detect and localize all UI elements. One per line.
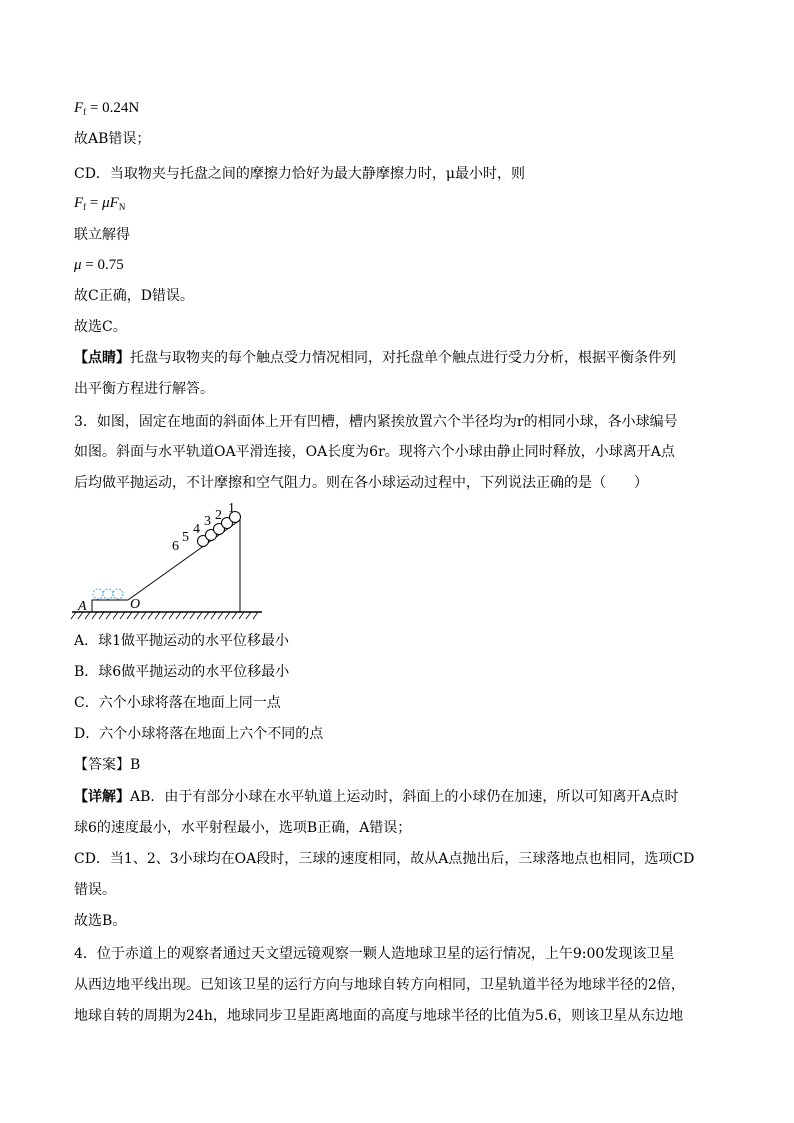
variable-mu: μ: [102, 195, 110, 211]
equals-sign: =: [86, 195, 103, 211]
ball-number-6: 6: [172, 539, 179, 554]
option-a: A．球1做平抛运动的水平位移最小: [74, 633, 290, 649]
option-b: B．球6做平抛运动的水平位移最小: [74, 664, 290, 680]
explanation-line1: [74, 787, 679, 807]
conclusion-cd: 故C正确，D错误。: [74, 288, 194, 304]
question-4-line1: 4．位于赤道上的观察者通过天文望远镜观察一颗人造地球卫星的运行情况，上午9:00发现该卫星: [74, 946, 675, 962]
question-3-line3: 后均做平抛运动，不计摩擦和空气阻力。则在各小球运动过程中，下列说法正确的是（ ）: [74, 475, 648, 491]
tip-paragraph-line2: 出平衡方程进行解答。: [74, 381, 214, 397]
ball-number-4: 4: [193, 522, 200, 537]
equation-mu-value: [74, 255, 124, 275]
tip-paragraph-line1: [74, 348, 676, 368]
ball-number-5: 5: [182, 530, 189, 545]
answer-choice-b: 故选B。: [74, 913, 127, 929]
tip-text: 托盘与取物夹的每个触点受力情况相同，对托盘单个触点进行受力分析，根据平衡条件列: [130, 350, 676, 366]
variable-mu: μ: [74, 257, 82, 273]
variable-F: F: [74, 195, 84, 211]
equation-value: = 0.24N: [86, 100, 140, 116]
label-A: A: [78, 599, 87, 614]
explanation-cd-line1: CD．当1、2、3小球均在OA段时，三球的速度相同，故从A点抛出后，三球落地点也相同，选项CD: [74, 851, 695, 867]
answer-choice-c: 故选C。: [74, 319, 127, 335]
ball-number-2: 2: [215, 508, 222, 523]
ball-number-3: 3: [204, 514, 211, 529]
ball-number-1: 1: [228, 501, 235, 516]
conclusion-ab: 故AB错误；: [74, 131, 151, 147]
cd-analysis: CD．当取物夹与托盘之间的摩擦力恰好为最大静摩擦力时，μ最小时，则: [74, 166, 526, 182]
tip-tag: 【点睛】: [74, 350, 130, 366]
explanation-text: AB．由于有部分小球在水平轨道上运动时，斜面上的小球仍在加速，所以可知离开A点时: [130, 789, 679, 805]
incline-balls-figure: [68, 498, 268, 626]
explanation-cd-line2: 错误。: [74, 882, 116, 898]
explanation-tag: 【详解】: [74, 789, 130, 805]
explanation-line2: 球6的速度最小，水平射程最小，选项B正确，A错误；: [74, 820, 412, 836]
question-4-line3: 地球自转的周期为24h，地球同步卫星距离地面的高度与地球半径的比值为5.6，则该卫星从东边地: [74, 1008, 684, 1024]
question-3-line2: 如图。斜面与水平轨道OA平滑连接，OA长度为6r。现将六个小球由静止同时释放，小球离开A点: [74, 444, 675, 460]
answer-line: 【答案】B: [74, 757, 141, 773]
variable-F: F: [74, 100, 84, 116]
ghost-balls-on-track: [93, 589, 123, 599]
subscript-f: f: [83, 202, 87, 212]
variable-F: F: [109, 195, 119, 211]
equation-value: = 0.75: [81, 257, 124, 273]
label-O: O: [130, 597, 141, 612]
equation-friction-formula: [74, 193, 125, 217]
question-3-line1: 3．如图，固定在地面的斜面体上开有凹槽，槽内紧挨放置六个半径均为r的相同小球，各小球编号: [74, 414, 678, 430]
equation-friction-value: [74, 98, 139, 122]
subscript-N: N: [118, 202, 126, 212]
question-4-line2: 从西边地平线出现。已知该卫星的运行方向与地球自转方向相同，卫星轨道半径为地球半径的2倍，: [74, 977, 685, 993]
option-d: D．六个小球将落在地面上六个不同的点: [74, 726, 324, 742]
subscript-f: f: [83, 107, 87, 117]
solve-jointly: 联立解得: [74, 227, 130, 243]
option-c: C．六个小球将落在地面上同一点: [74, 695, 281, 711]
